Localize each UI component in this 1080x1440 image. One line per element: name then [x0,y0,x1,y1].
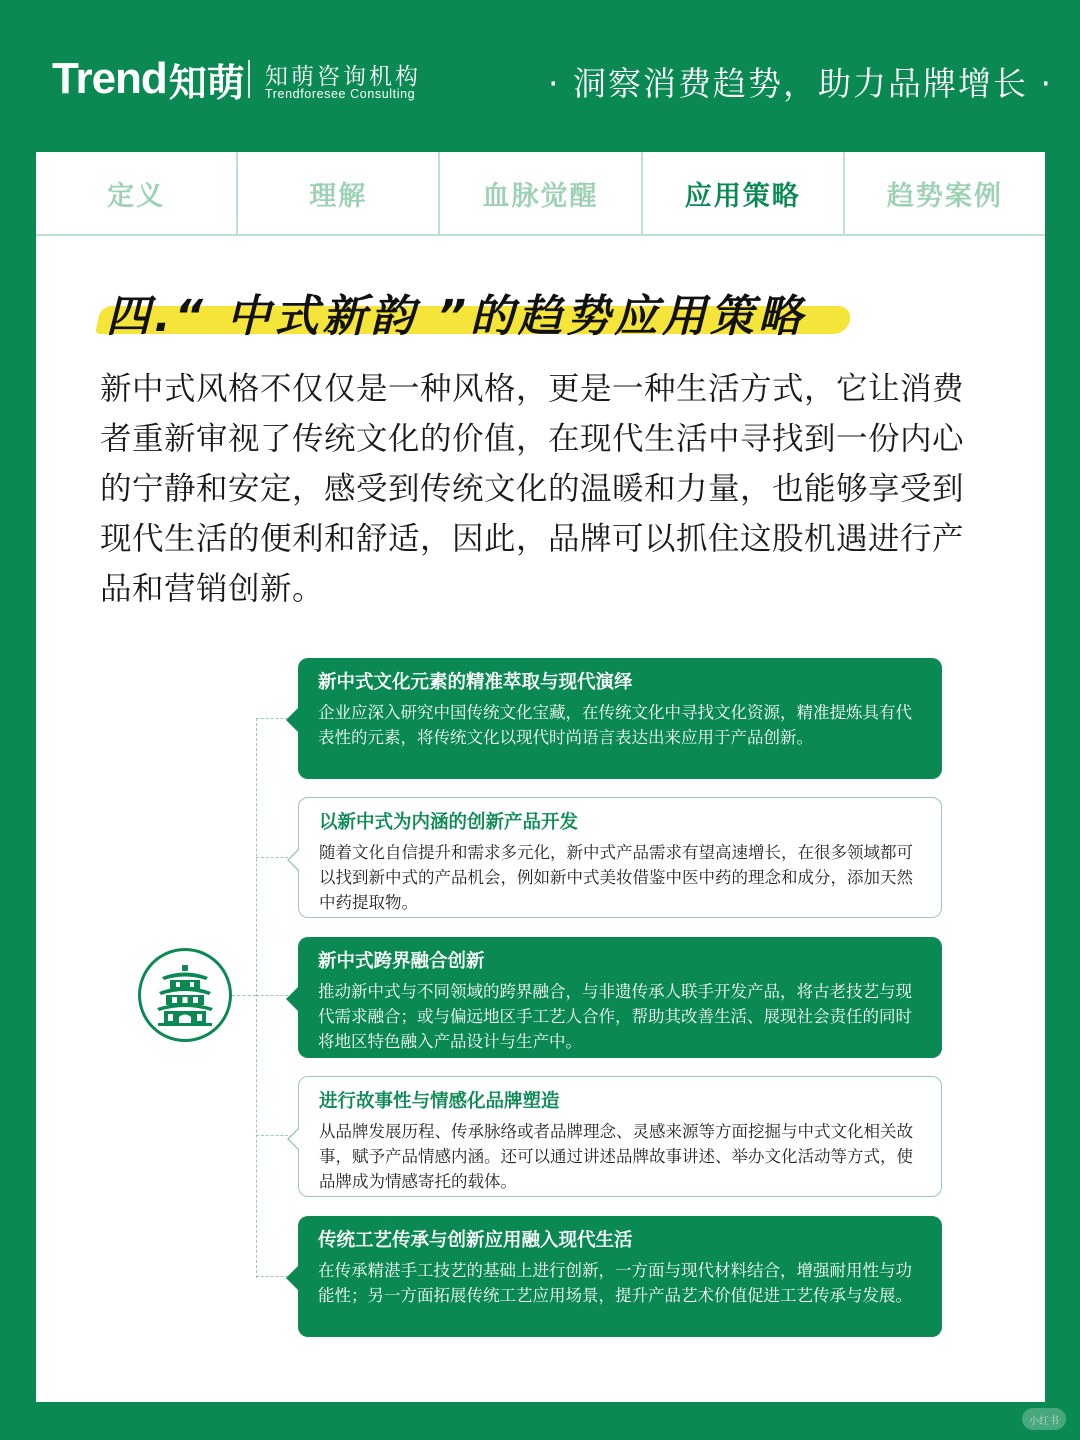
tab-application-strategy[interactable]: 应用策略 [643,152,845,234]
logo-wordmark: Trend [52,54,167,103]
strategy-title: 新中式文化元素的精准萃取与现代演绎 [318,672,633,693]
header [0,0,1080,152]
card-pointer [286,1266,298,1290]
org-name-en: Trendforesee Consulting [265,87,416,101]
brand-logo [52,54,245,104]
card-pointer [287,1127,299,1151]
card-pointer [286,987,298,1011]
strategy-card [298,1216,942,1337]
tab-definition[interactable]: 定义 [36,152,238,234]
strategy-body: 推动新中式与不同领域的跨界融合，与非遗传承人联手开发产品，将古老技艺与现代需求融合；或与偏远地区手工艺人合作，帮助其改善生活、展现社会责任的同时将地区特色融入产品设计与生产中。 [318,982,912,1051]
tab-trend-cases[interactable]: 趋势案例 [886,180,1003,212]
strategy-card [298,937,942,1058]
strategy-card [298,1076,942,1197]
logo-chinese: 知萌 [168,60,245,105]
strategy-title: 进行故事性与情感化品牌塑造 [319,1091,560,1112]
connector-line [256,718,257,1278]
strategy-body: 从品牌发展历程、传承脉络或者品牌理念、灵感来源等方面挖掘与中式文化相关故事，赋予产品情感内涵。还可以通过讲述品牌故事讲述、举办文化活动等方式，使品牌成为情感寄托的载体。 [319,1122,913,1191]
intro-paragraph: 新中式风格不仅仅是一种风格，更是一种生活方式，它让消费者重新审视了传统文化的价值，在现代生活中寻找到一份内心的宁静和安定，感受到传统文化的温暖和力量，也能够享受到现代生活的便利和舒适，因此，品牌可以抓住这股机遇进行产品和营销创新。 [100,371,965,607]
strategy-card [298,797,942,918]
chinese-pavilion-icon [156,964,214,1026]
strategy-card [298,658,942,779]
strategy-body: 随着文化自信提升和需求多元化，新中式产品需求有望高速增长，在很多领域都可以找到新中式的产品机会，例如新中式美妆借鉴中医中药的理念和成分，添加天然中药提取物。 [319,843,913,912]
strategy-body: 在传承精湛手工技艺的基础上进行创新，一方面与现代材料结合，增强耐用性与功能性；另一方面拓展传统工艺应用场景，提升产品艺术价值促进工艺传承与发展。 [318,1261,912,1305]
section-tabs [36,152,1045,236]
connector-stub [232,995,256,996]
watermark: 小红书 [1022,1408,1066,1430]
strategy-body: 企业应深入研究中国传统文化宝藏，在传统文化中寻找文化资源，精准提炼具有代表性的元素，将传统文化以现代时尚语言表达出来应用于产品创新。 [318,703,912,747]
strategy-title: 新中式跨界融合创新 [318,951,485,972]
section-title: 四.“ 中式新韵 ”的趋势应用策略 [106,291,807,342]
strategy-title: 传统工艺传承与创新应用融入现代生活 [318,1230,633,1251]
content-panel [36,152,1045,1402]
section-heading [92,276,852,342]
tab-heritage-awakening[interactable]: 血脉觉醒 [440,152,642,234]
card-pointer [286,708,298,732]
card-pointer [287,848,299,872]
org-name: 知萌咨询机构 [265,64,421,90]
tab-understanding[interactable]: 理解 [238,152,440,234]
strategy-title: 以新中式为内涵的创新产品开发 [319,812,579,833]
pavilion-hub [138,948,232,1042]
logo-divider [248,60,250,98]
slogan: · 洞察消费趋势，助力品牌增长 · [548,64,1053,103]
